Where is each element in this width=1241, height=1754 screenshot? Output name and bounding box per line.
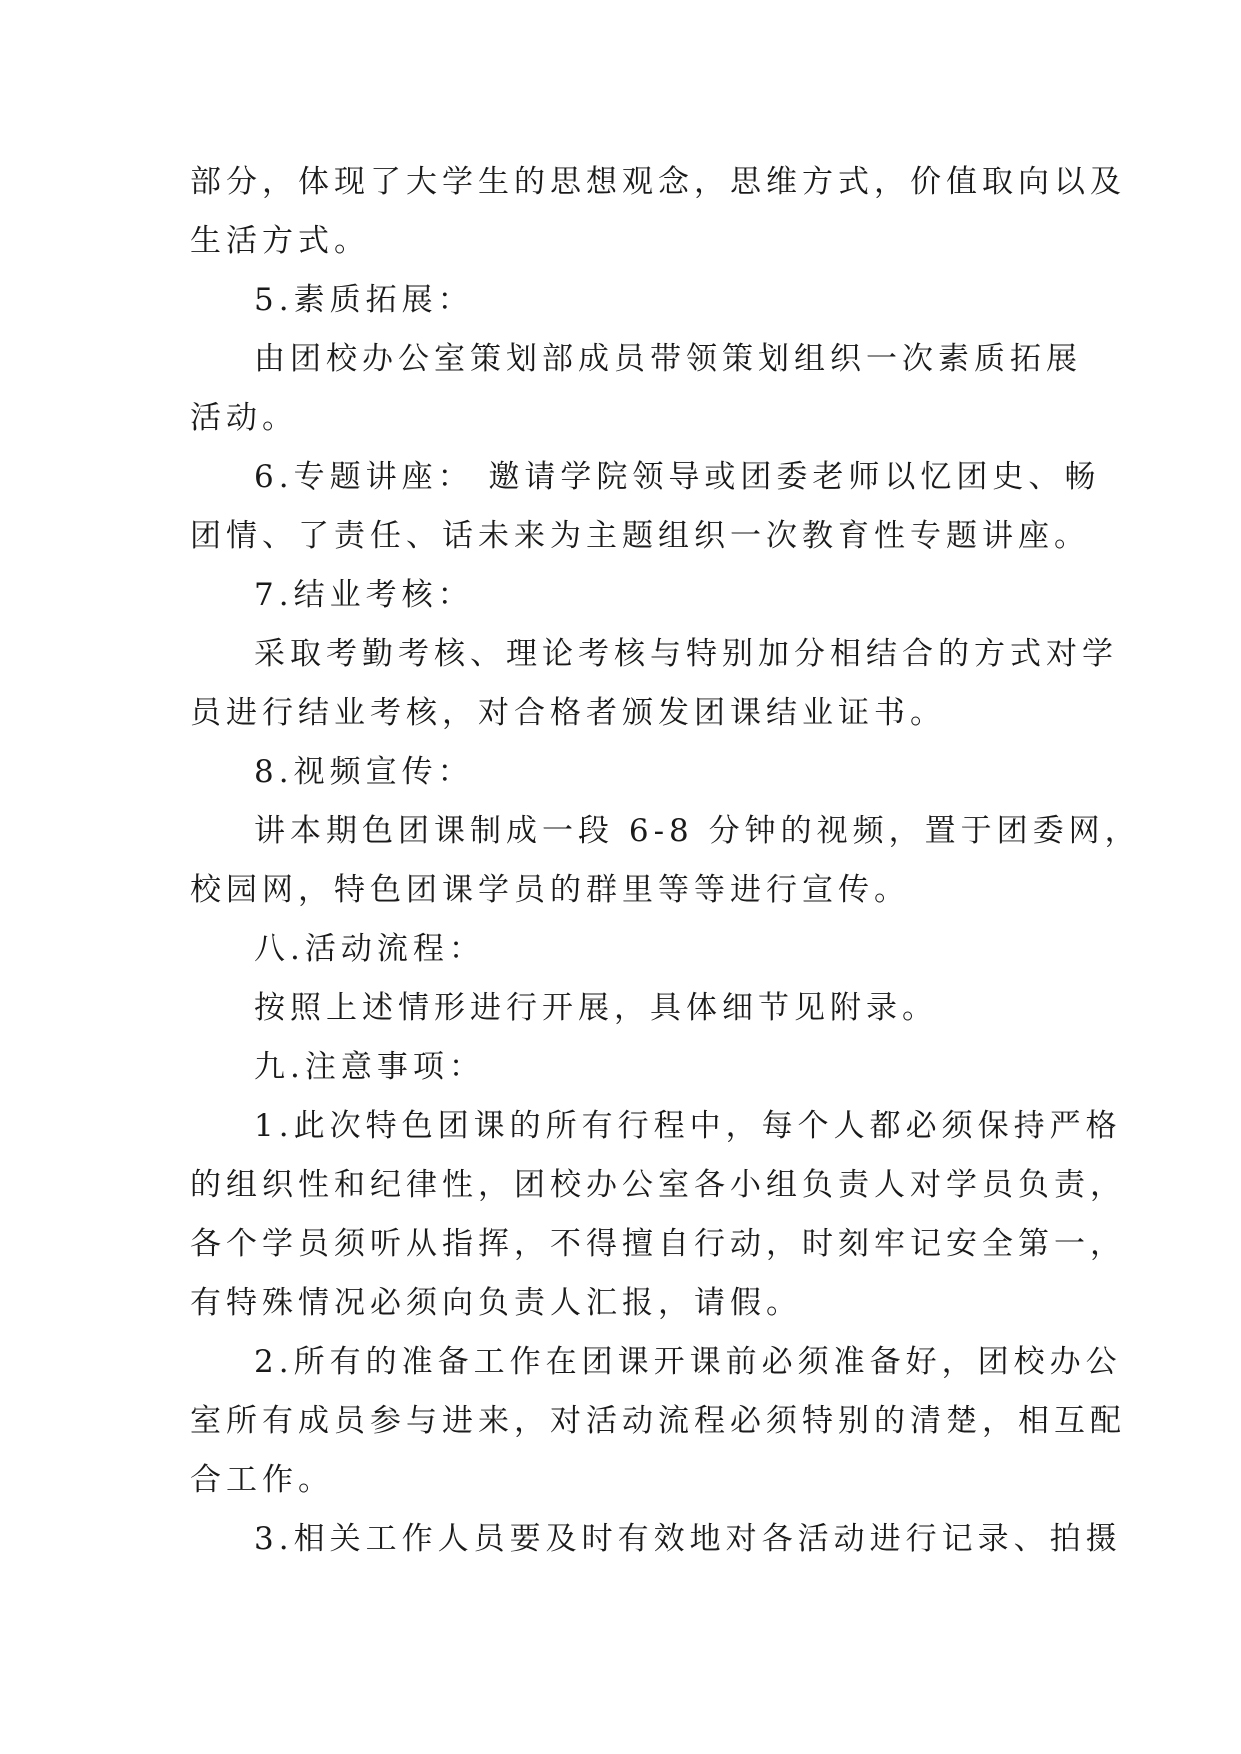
section-heading: 7.结业考核： [254,577,474,613]
section-heading: 5.素质拓展： [254,282,474,318]
body-text-line: 按照上述情形进行开展，具体细节见附录。 [254,990,938,1026]
section-heading: 8.视频宣传： [254,754,474,790]
section-heading: 八.活动流程： [254,931,485,967]
body-text-line: 3.相关工作人员要及时有效地对各活动进行记录、拍摄 [254,1521,1122,1557]
body-text-line: 有特殊情况必须向负责人汇报，请假。 [190,1285,802,1321]
body-text-line: 室所有成员参与进来，对活动流程必须特别的清楚，相互配 [190,1403,1126,1439]
body-text-line: 2.所有的准备工作在团课开课前必须准备好，团校办公 [254,1344,1122,1380]
body-text-line: 讲本期色团课制成一段 6-8 分钟的视频，置于团委网， [254,813,1141,849]
body-text-line: 校园网，特色团课学员的群里等等进行宣传。 [190,872,910,908]
body-text-line: 员进行结业考核，对合格者颁发团课结业证书。 [190,695,946,731]
body-text-line: 由团校办公室策划部成员带领策划组织一次素质拓展 [254,341,1082,377]
body-text-line: 合工作。 [190,1462,334,1498]
section-heading: 6.专题讲座： 邀请学院领导或团委老师以忆团史、畅 [254,459,1101,495]
body-text-line: 生活方式。 [190,223,370,259]
section-heading: 九.注意事项： [254,1049,485,1085]
body-text-line: 采取考勤考核、理论考核与特别加分相结合的方式对学 [254,636,1118,672]
body-text-line: 的组织性和纪律性，团校办公室各小组负责人对学员负责， [190,1167,1126,1203]
body-text-line: 活动。 [190,400,298,436]
body-text-line: 部分，体现了大学生的思想观念，思维方式，价值取向以及 [190,164,1126,200]
body-text-line: 1.此次特色团课的所有行程中，每个人都必须保持严格 [254,1108,1122,1144]
body-text-line: 团情、了责任、话未来为主题组织一次教育性专题讲座。 [190,518,1090,554]
document-body [190,153,1141,1569]
body-text-line: 各个学员须听从指挥，不得擅自行动，时刻牢记安全第一， [190,1226,1126,1262]
